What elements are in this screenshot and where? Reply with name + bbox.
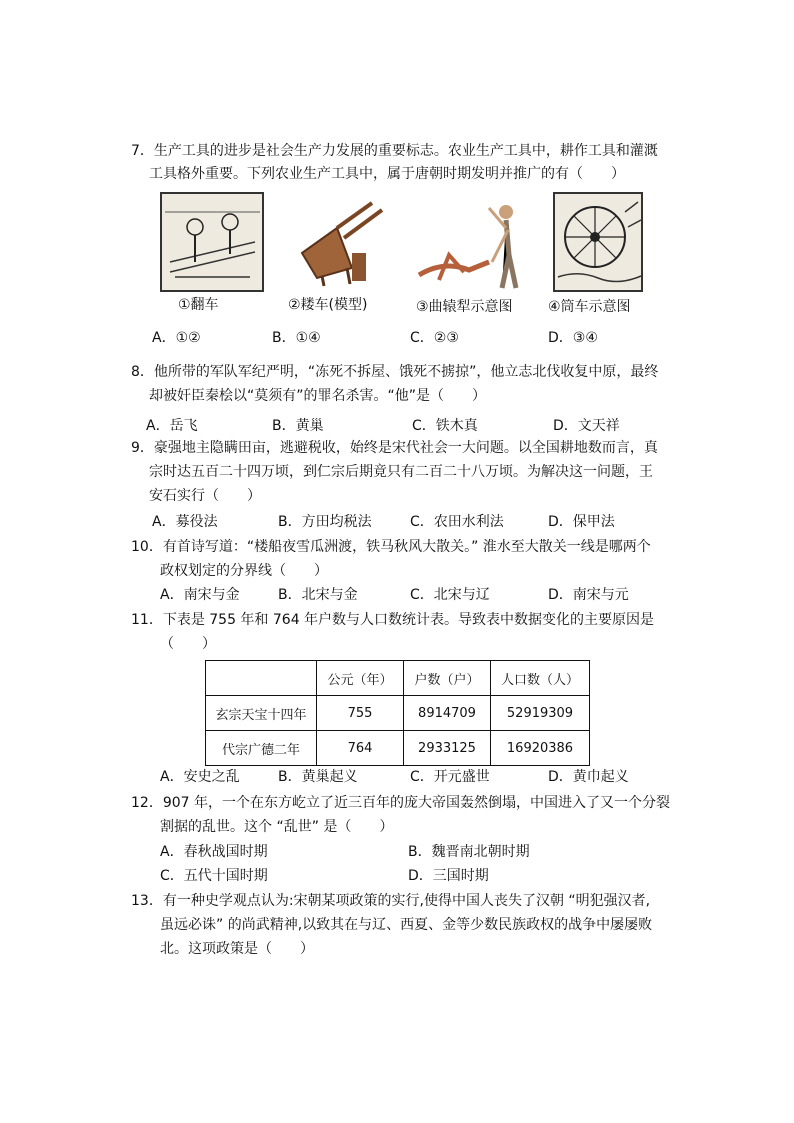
q10-option-d[interactable]: D．南宋与元 bbox=[548, 587, 629, 603]
q11-option-d[interactable]: D．黄巾起义 bbox=[548, 769, 629, 785]
table-cell: 代宗广德二年 bbox=[206, 731, 317, 766]
q12-option-b[interactable]: B．魏晋南北朝时期 bbox=[408, 844, 530, 860]
table-header-cell bbox=[206, 661, 317, 696]
q11-option-b[interactable]: B．黄巢起义 bbox=[278, 769, 358, 785]
q10-option-b[interactable]: B．北宋与金 bbox=[278, 587, 358, 603]
q11-stem-line1: 11．下表是 755 年和 764 年户数与人口数统计表。导致表中数据变化的主要原因是 bbox=[131, 612, 655, 628]
q9-option-a[interactable]: A．募役法 bbox=[152, 514, 218, 530]
q12-stem-line2: 割据的乱世。这个 “乱世” 是（ ） bbox=[160, 819, 394, 835]
table-row bbox=[206, 731, 590, 766]
q11-option-a[interactable]: A．安史之乱 bbox=[160, 769, 240, 785]
q7-stem-line1: 7．生产工具的进步是社会生产力发展的重要标志。农业生产工具中，耕作工具和灌溉 bbox=[131, 143, 658, 159]
table-header-row bbox=[206, 661, 590, 696]
q7-stem-line2: 工具格外重要。下列农业生产工具中，属于唐朝时期发明并推广的有（ ） bbox=[149, 166, 625, 182]
q7-option-b[interactable]: B．①④ bbox=[272, 330, 321, 346]
q7-option-c[interactable]: C．②③ bbox=[410, 330, 459, 346]
q9-option-c[interactable]: C．农田水利法 bbox=[410, 514, 504, 530]
tongche-woodcut-image bbox=[553, 192, 643, 292]
q12-option-d[interactable]: D．三国时期 bbox=[408, 868, 489, 884]
q7-caption-2: ②耧车(模型) bbox=[288, 297, 368, 313]
population-table bbox=[205, 660, 590, 766]
q13-stem-line3: 北。这项政策是（ ） bbox=[160, 941, 314, 957]
q9-stem-line1: 9．豪强地主隐瞒田亩，逃避税收，始终是宋代社会一大问题。以全国耕地数而言，真 bbox=[131, 440, 658, 456]
q13-stem-line1: 13．有一种史学观点认为:宋朝某项政策的实行,使得中国人丧失了汉朝 “明犯强汉者, bbox=[131, 893, 651, 909]
q9-option-b[interactable]: B．方田均税法 bbox=[278, 514, 372, 530]
table-row bbox=[206, 696, 590, 731]
fanche-woodcut-image bbox=[160, 192, 264, 292]
q8-option-c[interactable]: C．铁木真 bbox=[412, 418, 478, 434]
q8-option-d[interactable]: D．文天祥 bbox=[553, 418, 620, 434]
table-cell: 16920386 bbox=[491, 731, 590, 766]
table-cell: 764 bbox=[317, 731, 404, 766]
table-header-cell: 公元（年） bbox=[317, 661, 404, 696]
table-cell: 8914709 bbox=[404, 696, 491, 731]
table-header-cell: 人口数（人） bbox=[491, 661, 590, 696]
q11-stem-line2: （ ） bbox=[160, 636, 216, 652]
q10-option-c[interactable]: C．北宋与辽 bbox=[410, 587, 490, 603]
q13-stem-line2: 虽远必诛” 的尚武精神,以致其在与辽、西夏、金等少数民族政权的战争中屡屡败 bbox=[160, 917, 653, 933]
louche-model-image bbox=[292, 198, 392, 288]
q10-option-a[interactable]: A．南宋与金 bbox=[160, 587, 240, 603]
q7-option-d[interactable]: D．③④ bbox=[548, 330, 598, 346]
q11-option-c[interactable]: C．开元盛世 bbox=[410, 769, 490, 785]
q12-option-c[interactable]: C．五代十国时期 bbox=[160, 868, 268, 884]
q12-option-a[interactable]: A．春秋战国时期 bbox=[160, 844, 268, 860]
quyuan-plough-image bbox=[414, 200, 532, 292]
table-cell: 755 bbox=[317, 696, 404, 731]
q7-caption-4: ④筒车示意图 bbox=[548, 299, 631, 315]
table-cell: 52919309 bbox=[491, 696, 590, 731]
table-cell: 玄宗天宝十四年 bbox=[206, 696, 317, 731]
q12-stem-line1: 12．907 年，一个在东方屹立了近三百年的庞大帝国轰然倒塌，中国进入了又一个分裂 bbox=[131, 795, 670, 811]
q8-option-a[interactable]: A．岳飞 bbox=[146, 418, 198, 434]
q7-option-a[interactable]: A．①② bbox=[152, 330, 201, 346]
q9-option-d[interactable]: D．保甲法 bbox=[548, 514, 615, 530]
q7-caption-3: ③曲辕犁示意图 bbox=[416, 299, 513, 315]
q8-stem-line1: 8．他所带的军队军纪严明，“冻死不拆屋、饿死不掳掠”，他立志北伐收复中原，最终 bbox=[131, 364, 659, 380]
q9-stem-line3: 安石实行（ ） bbox=[149, 488, 261, 504]
table-header-cell: 户数（户） bbox=[404, 661, 491, 696]
q10-stem-line1: 10．有首诗写道：“楼船夜雪瓜洲渡，铁马秋风大散关。” 淮水至大散关一线是哪两个 bbox=[131, 539, 651, 555]
q9-stem-line2: 宗时达五百二十四万顷，到仁宗后期竟只有二百二十八万顷。为解决这一问题，王 bbox=[149, 464, 653, 480]
q7-caption-1: ①翻车 bbox=[178, 297, 219, 313]
q8-option-b[interactable]: B．黄巢 bbox=[272, 418, 324, 434]
q10-stem-line2: 政权划定的分界线（ ） bbox=[160, 563, 328, 579]
table-cell: 2933125 bbox=[404, 731, 491, 766]
q8-stem-line2: 却被奸臣秦桧以“莫须有”的罪名杀害。“他”是（ ） bbox=[149, 388, 487, 404]
